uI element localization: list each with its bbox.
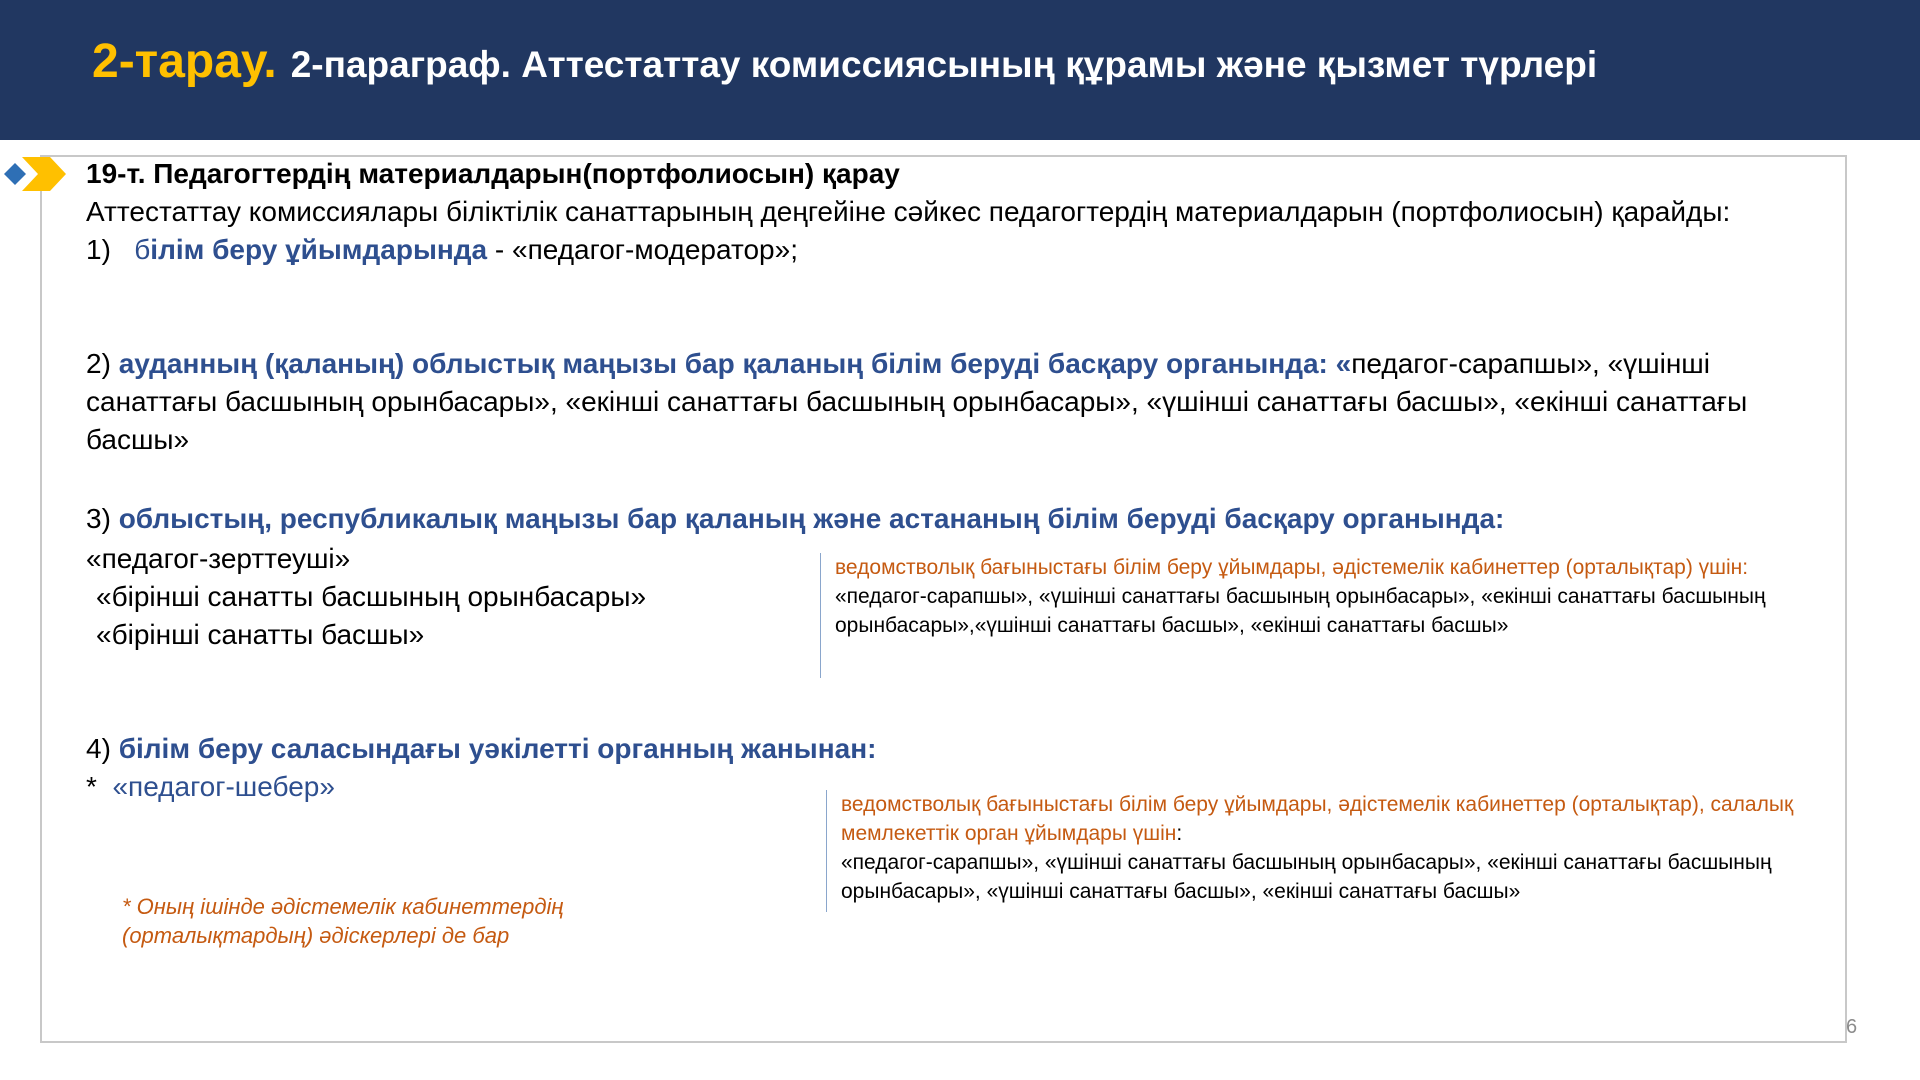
item-2-place: ауданның (қаланың) облыстық маңызы бар қаланың білім беруді басқару органында: « [118, 348, 1352, 379]
item-2-number: 2) [86, 348, 111, 379]
item-1-place: ілім беру ұйымдарында [150, 234, 488, 265]
item-3-line-2: «бірінші санатты басшының орынбасары» [96, 581, 647, 612]
item-4-note-colon: : [1176, 822, 1183, 845]
item-3-list [86, 540, 786, 654]
item-3-note-text: «педагог-сарапшы», «үшінші санаттағы басшының орынбасары», «екінші санаттағы басшының орынбасары»,«үшінші санаттағы басшы», «екінші санаттағы басшы» [835, 585, 1766, 637]
item-4-place: білім беру саласындағы уәкілетті органның жанынан: [118, 733, 877, 764]
page-number: 6 [1846, 1016, 1858, 1038]
item-3-line-1: «педагог-зерттеуші» [86, 543, 351, 574]
item-4-line: «педагог-шебер» [112, 771, 335, 802]
item-3-line-3: «бірінші санатты басшы» [96, 619, 425, 650]
item-3-number: 3) [86, 503, 111, 534]
item-3-note-orange: ведомстволық бағыныстағы білім беру ұйымдары, әдістемелік кабинеттер (орталықтар) үшін: [835, 556, 1749, 579]
intro-block [86, 155, 1846, 269]
item-4-note-orange: ведомстволық бағыныстағы білім беру ұйымдары, әдістемелік кабинеттер (орталықтар), салалық мемлекеттік орган ұйымдары үшін [841, 793, 1794, 845]
header-title [92, 34, 1597, 89]
item-3-side-note [820, 553, 1835, 678]
item-2 [86, 345, 1846, 459]
item-4-note-text: «педагог-сарапшы», «үшінші санаттағы басшының орынбасары», «екінші санаттағы басшының орынбасары», «үшінші санаттағы басшы», «екінші санаттағы басшы» [841, 851, 1772, 903]
chapter-label: 2-тарау. [92, 35, 277, 88]
item-3-place: облыстың, республикалық маңызы бар қаланың және астананың білім беруді басқару органында: [118, 503, 1505, 534]
item-4-number: 4) [86, 733, 111, 764]
item-4-star: * [86, 771, 97, 802]
section-heading: 19-т. Педагогтердің материалдарын(портфолиосын) қарау [86, 158, 900, 189]
chevron-marker-icon [0, 151, 76, 197]
item-2-text: педагог-сарапшы», «үшінші санаттағы басшының орынбасары», «екінші санаттағы басшының орынбасары», «үшінші санаттағы басшы», «екінші санаттағы басшы» [86, 348, 1748, 455]
item-1 [86, 231, 1846, 269]
paragraph-title: 2-параграф. Аттестаттау комиссиясының құрамы және қызмет түрлері [290, 44, 1598, 85]
footnote: * Оның ішінде әдістемелік кабинеттердің (орталықтардың) әдіскерлері де бар [122, 894, 564, 948]
item-1-text: - «педагог-модератор»; [487, 234, 798, 265]
section-intro: Аттестаттау комиссиялары біліктілік санаттарының деңгейіне сәйкес педагогтердің материалдарын (портфолиосын) қарайды: [86, 196, 1731, 227]
item-1-lead: б [134, 234, 151, 265]
slide-header [0, 0, 1920, 140]
item-3 [86, 500, 1846, 538]
item-1-number: 1) [86, 234, 111, 265]
item-4-side-note [826, 790, 1841, 912]
